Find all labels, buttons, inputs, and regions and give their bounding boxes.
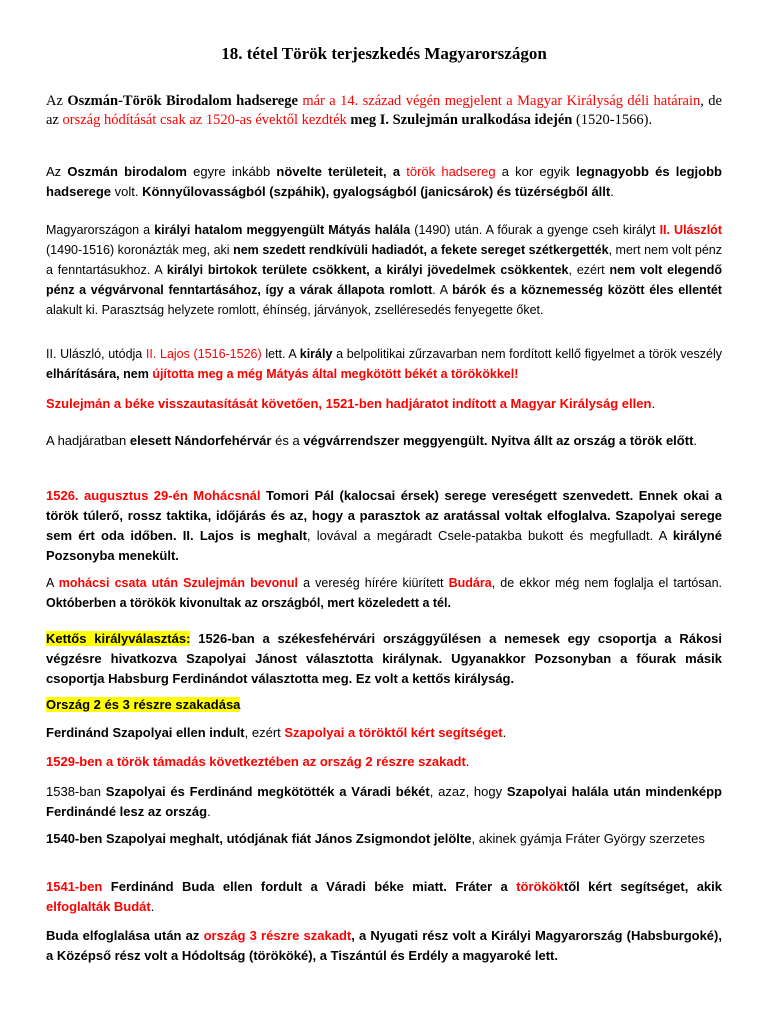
text-run: 1541-ben: [46, 879, 103, 894]
text-run: török: [516, 879, 549, 894]
text-run: Szapolyai halála után mindenképp Ferdinándé lesz az ország: [46, 784, 722, 819]
paragraph-1521-campaign: [46, 394, 722, 414]
text-run: végvárrendszer meggyengült. Nyitva állt az ország a török előtt: [303, 433, 694, 448]
text-run: a vereség hírére kiürített: [298, 576, 449, 590]
text-run: A: [46, 576, 59, 590]
text-run: Könnyűlovasságból (szpáhik), gyalogságból (janicsárok) és tüzérségből állt: [142, 184, 611, 199]
text-run: és a: [271, 433, 304, 448]
text-run: török hadsereg: [406, 164, 496, 179]
text-run: , lovával a megáradt Csele-patakba bukott és megfulladt. A: [306, 528, 673, 543]
text-run: Magyarországon a: [46, 223, 155, 237]
text-run: nem volt elegendő pénz a végvárvonal fenntartásához, így a várak állapota romlott: [46, 263, 723, 297]
text-run: Októberben a törökök kivonultak az országból, mert közeledett a tél.: [46, 596, 451, 610]
text-run: .: [651, 396, 656, 411]
text-run: volt.: [111, 184, 143, 199]
text-run: , a Nyugati rész volt a Királyi Magyarország (Habsburgoké), a Középső rész volt a Hódoltság (törököké), a Tiszántúl és Erdély a magyaroké lett.: [46, 928, 722, 963]
text-run: Oszmán birodalom: [67, 164, 187, 179]
text-run: .: [207, 804, 211, 819]
text-run: 1526. augusztus 29-én Mohácsnál: [46, 488, 261, 503]
text-run: , ezért: [568, 263, 610, 277]
text-run: , ezért: [244, 725, 285, 740]
paragraph-1529: [46, 752, 722, 772]
text-run: Szapolyai és Ferdinánd megkötötték a Váradi békét: [105, 784, 430, 799]
text-run: lett. A: [261, 347, 300, 361]
text-run: től kért segítséget, akik: [563, 879, 723, 894]
text-run: ország 3 részre szakadt: [203, 928, 352, 943]
text-run: , azaz, hogy: [429, 784, 507, 799]
text-run: meg I. Szulejmán uralkodása idején: [346, 112, 573, 128]
text-run: Szapolyai a töröktől kért segítséget: [284, 725, 503, 740]
text-run: Tomori Pál (kalocsai érsek) serege vereségett szenvedett. Ennek okai a török túlerő, rossz taktika, időjárás és az, hogy a parasztok az aratással voltak elfoglalva. Szapolyai serege sem ért oda időben. II. Lajos is meghalt: [46, 488, 722, 543]
text-run: II. Ulászló, utódja: [46, 347, 146, 361]
text-run: .: [610, 184, 614, 199]
paragraph-ottoman-empire: [46, 162, 722, 202]
text-run: egyre inkább: [186, 164, 277, 179]
text-run: .: [502, 725, 507, 740]
paragraph-buda-1526: [46, 573, 722, 613]
paragraph-three-parts: [46, 926, 722, 966]
text-run: elesett Nándorfehérvár: [129, 433, 272, 448]
document-title: 18. tétel Török terjeszkedés Magyarországon: [221, 44, 547, 63]
paragraph-double-election: [46, 629, 722, 689]
text-run: II. Lajos (1516-1526): [145, 347, 262, 361]
text-run: elfoglalták Budát: [46, 899, 151, 914]
text-run: ország hódítását csak az 1520-as évektől kezdték: [62, 112, 347, 128]
paragraph-division-heading: [46, 695, 722, 715]
paragraph-matyas-death: [46, 220, 722, 320]
text-run: , de ekkor még nem foglalja el tartósan.: [491, 576, 723, 590]
text-run: legnagyobb és legjobb hadserege: [46, 164, 722, 199]
text-run: mohácsi csata után Szulejmán bevonul: [58, 576, 299, 590]
text-run: alakult ki. Parasztság helyzete romlott, éhínség, járványok, zselléresedés fenyegette őket.: [46, 303, 544, 317]
text-run: , akinek gyámja Fráter György szerzetes: [471, 831, 705, 846]
text-run: királyné Pozsonyba menekült.: [46, 528, 722, 563]
text-run: 1540-ben Szapolyai meghalt, utódjának fiát János Zsigmondot jelölte: [46, 831, 472, 846]
text-run: a kor egyik: [495, 164, 576, 179]
text-run: bárók és a köznemesség között éles ellentét: [452, 283, 722, 297]
text-run: .: [693, 433, 698, 448]
text-run: újította meg a még Mátyás által megkötött békét a törökökkel!: [152, 367, 519, 381]
text-run: Budára: [448, 576, 492, 590]
paragraph-nandorfehervar: [46, 431, 722, 451]
text-run: . A: [432, 283, 453, 297]
text-run: , mert nem volt pénz a fenntartásukhoz. A: [46, 243, 722, 277]
text-run: királyi hatalom meggyengült Mátyás halála: [154, 223, 411, 237]
paragraph-1540: [46, 829, 722, 849]
text-run: Ország 2 és 3 részre szakadása: [46, 697, 241, 712]
text-run: 1538-ban: [46, 784, 106, 799]
text-run: .: [465, 754, 470, 769]
text-run: , de az: [46, 93, 722, 128]
text-run: Ferdinánd Szapolyai ellen indult: [46, 725, 245, 740]
paragraph-lajos-ii: [46, 344, 722, 384]
text-run: (1520-1566).: [572, 112, 653, 128]
text-run: Az: [46, 93, 68, 109]
text-run: növelte területeit, a: [276, 164, 407, 179]
text-run: Az: [46, 164, 68, 179]
text-run: Szulejmán a béke visszautasítását követően, 1521-ben hadjáratot indított a Magyar Királyság ellen: [46, 396, 652, 411]
text-run: 1526-ban a székesfehérvári országgyűlésen a nemesek egy csoportja a Rákosi végzésre hivatkozva Szapolyai Jánost választotta királynak. Ugyanakkor Pozsonyban a főurak másik csoportja Habsburg Ferdinándot választotta meg. Ez volt a kettős királyság.: [46, 631, 722, 686]
text-run: ök: [548, 879, 564, 894]
text-run: Oszmán-Török Birodalom hadserege: [67, 93, 298, 109]
text-run: király: [299, 347, 333, 361]
text-run: királyi birtokok területe csökkent, a királyi jövedelmek csökkentek: [166, 263, 569, 277]
text-run: II. Ulászlót: [659, 223, 722, 237]
text-run: Ferdinánd Buda ellen fordult a Váradi béke miatt. Fráter a: [102, 879, 517, 894]
paragraph-ottoman-army: [46, 92, 722, 130]
text-run: Buda elfoglalása után az: [46, 928, 204, 943]
text-run: (1490) után. A főurak a gyenge cseh királyt: [410, 223, 660, 237]
text-run: nem szedett rendkívüli hadiadót, a fekete sereget szétkergették: [233, 243, 609, 257]
text-run: elhárítására, nem: [46, 367, 149, 381]
paragraph-1538: [46, 782, 722, 822]
text-run: Kettős királyválasztás:: [46, 631, 191, 646]
paragraph-ferdinand: [46, 723, 722, 743]
paragraph-1541: [46, 877, 722, 917]
text-run: A hadjáratban: [46, 433, 130, 448]
text-run: (1490-1516) koronázták meg, aki: [46, 243, 234, 257]
paragraph-mohacs: [46, 486, 722, 566]
text-run: 1529-ben a török támadás következtében az ország 2 részre szakadt: [46, 754, 466, 769]
text-run: .: [150, 899, 155, 914]
text-run: a belpolitikai zűrzavarban nem fordított kellő figyelmet a török veszély: [332, 347, 722, 361]
text-run: már a 14. század végén megjelent a Magyar Királyság déli határain: [302, 93, 701, 109]
